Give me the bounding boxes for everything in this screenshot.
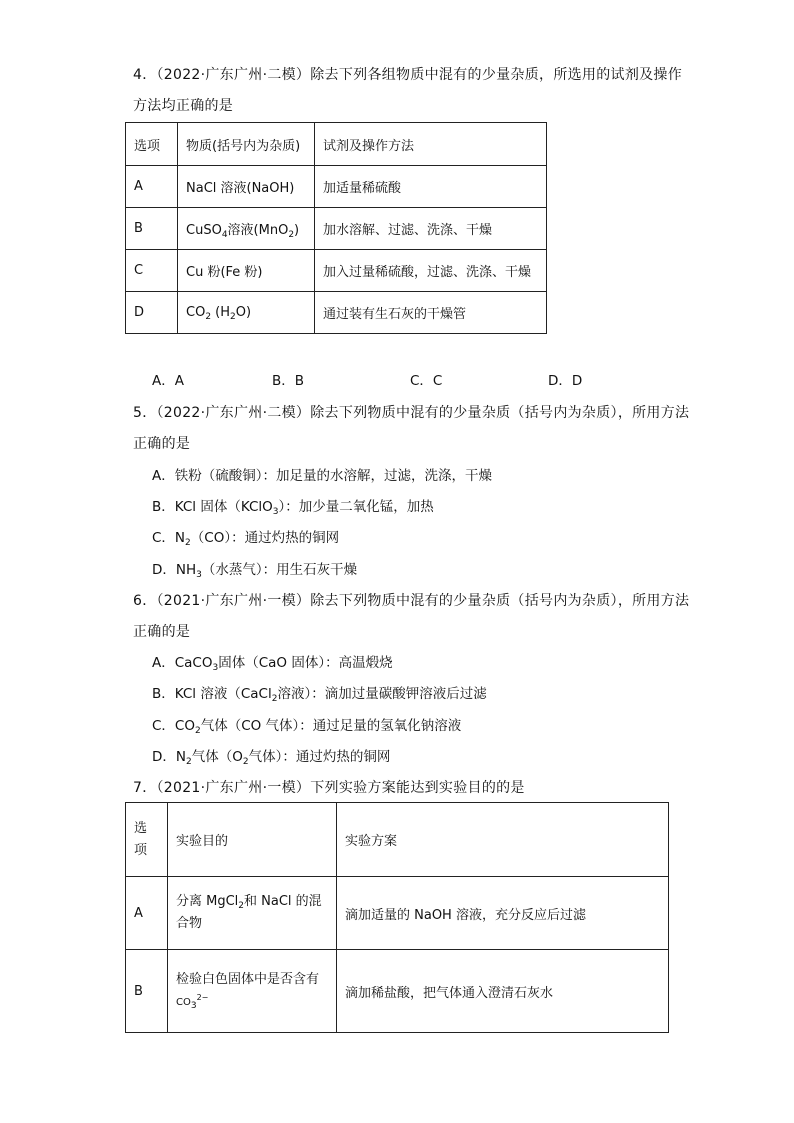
row-method: 加适量稀硫酸: [315, 166, 547, 208]
formula-part: CuSO: [186, 223, 222, 238]
formula-part: 溶液(MnO: [227, 223, 289, 238]
q7-table: [125, 802, 669, 1033]
row-goal: [168, 877, 337, 950]
q6-stem-line2: 正确的是: [133, 624, 191, 640]
header-substance: 物质(括号内为杂质): [178, 123, 315, 166]
subscript: 2: [185, 538, 191, 548]
row-substance: NaCl 溶液(NaOH): [178, 166, 315, 208]
formula-part: ): [294, 223, 300, 238]
row-substance: Cu 粉(Fe 粉): [178, 250, 315, 292]
table-header-row: [126, 123, 547, 166]
formula-part: CO: [186, 305, 206, 320]
subscript: 3: [190, 1000, 197, 1011]
goal-text: 分离 MgCl: [176, 894, 239, 909]
row-option: C: [126, 250, 178, 292]
row-option: D: [126, 292, 178, 334]
row-option: B: [126, 208, 178, 250]
q4-choice-b: B．B: [272, 373, 305, 389]
option-text: D．NH: [152, 562, 197, 578]
table-row: [126, 292, 547, 334]
subscript: 2: [242, 757, 249, 767]
row-option: A: [126, 166, 178, 208]
q4-stem-line2: 方法均正确的是: [133, 98, 234, 114]
subscript: 2: [205, 312, 212, 322]
subscript: 4: [221, 230, 228, 240]
row-substance: [178, 292, 315, 334]
option-text: 气体）：通过灼热的铜网: [248, 749, 391, 765]
header-option: 选项: [126, 123, 178, 166]
q5-option-b: [152, 498, 434, 516]
row-goal: [168, 950, 337, 1033]
q5-stem-line2: 正确的是: [133, 436, 191, 452]
subscript: 2: [271, 694, 278, 704]
subscript: 2: [194, 726, 201, 736]
option-text: ）：加少量二氧化锰，加热: [278, 499, 434, 515]
carbonate-ion: [176, 992, 208, 1014]
q4-stem-line1: 4．（2022·广东广州·二模）除去下列各组物质中混有的少量杂质，所选用的试剂及操作: [133, 67, 683, 83]
option-text: 气体（O: [191, 749, 243, 765]
row-substance: [178, 208, 315, 250]
option-text: B．KCl 固体（KClO: [152, 499, 273, 515]
row-option: B: [126, 950, 168, 1033]
q4-choice-c: C．C: [410, 373, 443, 389]
option-text: 固体（CaO 固体）：高温煅烧: [218, 655, 393, 671]
row-method: 通过装有生石灰的干燥管: [315, 292, 547, 334]
option-text: A．CaCO: [152, 655, 213, 671]
subscript: 2: [238, 901, 245, 911]
q6-stem-line1: 6．（2021·广东广州·一模）除去下列物质中混有的少量杂质（括号内为杂质），所用方法: [133, 593, 690, 609]
formula-part: O): [235, 305, 252, 320]
row-plan: 滴加适量的 NaOH 溶液，充分反应后过滤: [337, 877, 669, 950]
q5-option-d: [152, 561, 357, 579]
header-method: 试剂及操作方法: [315, 123, 547, 166]
q5-option-a: A．铁粉（硫酸铜）：加足量的水溶解，过滤，洗涤，干燥: [152, 468, 492, 484]
header-goal: 实验目的: [168, 803, 337, 877]
q4-table: [125, 122, 547, 334]
q6-option-d: [152, 748, 390, 766]
option-text: B．KCl 溶液（CaCl: [152, 686, 272, 702]
subscript: 2: [230, 312, 236, 322]
option-text: （CO）：通过灼热的铜网: [190, 530, 340, 546]
goal-text: 检验白色固体中是否含有: [176, 971, 320, 987]
q7-stem: 7．（2021·广东广州·一模）下列实验方案能达到实验目的的是: [133, 780, 525, 796]
table-row: [126, 877, 669, 950]
row-method: 加水溶解、过滤、洗涤、干燥: [315, 208, 547, 250]
option-text: 溶液）：滴加过量碳酸钾溶液后过滤: [277, 686, 487, 702]
option-text: 气体（CO 气体）：通过足量的氢氧化钠溶液: [200, 718, 462, 734]
header-option-text: 选项: [134, 820, 148, 858]
table-row: [126, 208, 547, 250]
q6-option-a: [152, 654, 393, 672]
ion-formula: CO: [176, 996, 191, 1008]
superscript: 2−: [196, 992, 209, 1002]
row-option: A: [126, 877, 168, 950]
q6-option-b: [152, 685, 487, 703]
row-plan: 滴加稀盐酸，把气体通入澄清石灰水: [337, 950, 669, 1033]
subscript: 3: [212, 663, 219, 673]
q5-stem-line1: 5．（2022·广东广州·二模）除去下列物质中混有的少量杂质（括号内为杂质），所用方法: [133, 405, 690, 421]
option-text: （水蒸气）：用生石灰干燥: [201, 562, 358, 578]
option-text: C．CO: [152, 718, 195, 734]
q4-choice-a: A．A: [152, 373, 184, 389]
table-row: [126, 950, 669, 1033]
table-row: [126, 250, 547, 292]
q6-option-c: [152, 717, 461, 735]
table-header-row: [126, 803, 669, 877]
header-plan: 实验方案: [337, 803, 669, 877]
q5-option-c: [152, 529, 339, 547]
table-row: [126, 166, 547, 208]
q4-choice-d: D．D: [548, 373, 583, 389]
subscript: 2: [288, 230, 295, 240]
subscript: 3: [272, 507, 279, 517]
formula-part: (H: [211, 305, 231, 320]
subscript: 3: [196, 570, 202, 580]
subscript: 2: [186, 757, 192, 767]
option-text: C．N: [152, 530, 186, 546]
goal-text: 和 NaCl 的混合物: [176, 894, 322, 931]
header-option: [126, 803, 168, 877]
row-method: 加入过量稀硫酸，过滤、洗涤、干燥: [315, 250, 547, 292]
option-text: D．N: [152, 749, 186, 765]
